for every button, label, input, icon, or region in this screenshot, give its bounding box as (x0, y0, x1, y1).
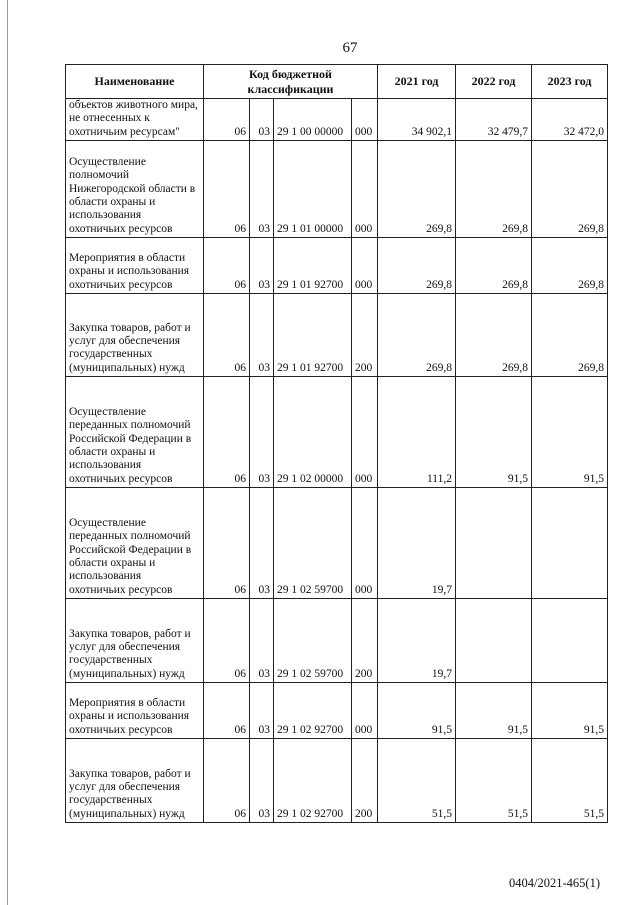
row-target-code: 29 1 02 59700 (274, 599, 352, 683)
table-row (66, 599, 608, 683)
row-name: Осуществление переданных полномочий Российской Федерации в области охраны и использования охотничьих ресурсов (66, 377, 204, 488)
row-target-code: 29 1 02 92700 (274, 739, 352, 823)
table-row (66, 377, 608, 488)
scan-left-edge (7, 0, 8, 905)
row-target-code: 29 1 01 92700 (274, 294, 352, 377)
header-2021: 2021 год (378, 65, 456, 99)
row-subsection: 03 (250, 739, 274, 823)
row-value-2022: 269,8 (456, 238, 532, 294)
row-subsection: 03 (250, 683, 274, 739)
row-name: Осуществление полномочий Нижегородской области в области охраны и использования охотничьих ресурсов (66, 141, 204, 238)
row-subsection: 03 (250, 141, 274, 238)
row-subsection: 03 (250, 599, 274, 683)
table-row (66, 683, 608, 739)
table-body (66, 99, 608, 823)
page-number: 67 (342, 40, 358, 56)
header-code: Код бюджетной классификации (204, 65, 378, 99)
row-section: 06 (204, 141, 250, 238)
row-value-2021: 91,5 (378, 683, 456, 739)
row-expense-type: 000 (352, 377, 378, 488)
row-section: 06 (204, 99, 250, 141)
row-value-2023: 91,5 (532, 683, 608, 739)
row-name: Закупка товаров, работ и услуг для обеспечения государственных (муниципальных) нужд (66, 739, 204, 823)
row-expense-type: 000 (352, 141, 378, 238)
row-value-2022: 51,5 (456, 739, 532, 823)
row-subsection: 03 (250, 488, 274, 599)
row-subsection: 03 (250, 294, 274, 377)
row-subsection: 03 (250, 238, 274, 294)
row-target-code: 29 1 02 92700 (274, 683, 352, 739)
row-value-2022 (456, 488, 532, 599)
row-target-code: 29 1 02 59700 (274, 488, 352, 599)
row-target-code: 29 1 01 92700 (274, 238, 352, 294)
row-subsection: 03 (250, 99, 274, 141)
row-name: Закупка товаров, работ и услуг для обеспечения государственных (муниципальных) нужд (66, 599, 204, 683)
row-value-2021: 269,8 (378, 238, 456, 294)
row-name: объектов животного мира, не отнесенных к охотничьим ресурсам" (66, 99, 204, 141)
row-target-code: 29 1 00 00000 (274, 99, 352, 141)
table-row (66, 488, 608, 599)
row-value-2023: 51,5 (532, 739, 608, 823)
row-value-2021: 34 902,1 (378, 99, 456, 141)
row-expense-type: 000 (352, 238, 378, 294)
row-name: Мероприятия в области охраны и использования охотничьих ресурсов (66, 683, 204, 739)
row-section: 06 (204, 488, 250, 599)
table-row (66, 294, 608, 377)
row-value-2023 (532, 599, 608, 683)
row-value-2021: 51,5 (378, 739, 456, 823)
row-subsection: 03 (250, 377, 274, 488)
table-row (66, 99, 608, 141)
table-row (66, 141, 608, 238)
row-section: 06 (204, 683, 250, 739)
row-value-2022: 32 479,7 (456, 99, 532, 141)
row-value-2023: 269,8 (532, 294, 608, 377)
row-expense-type: 000 (352, 99, 378, 141)
row-value-2021: 19,7 (378, 488, 456, 599)
row-section: 06 (204, 238, 250, 294)
row-section: 06 (204, 377, 250, 488)
row-target-code: 29 1 02 00000 (274, 377, 352, 488)
row-value-2023 (532, 488, 608, 599)
row-value-2021: 269,8 (378, 294, 456, 377)
budget-table (65, 64, 608, 823)
row-name: Осуществление переданных полномочий Российской Федерации в области охраны и использования охотничьих ресурсов (66, 488, 204, 599)
row-value-2023: 269,8 (532, 141, 608, 238)
row-name: Мероприятия в области охраны и использования охотничьих ресурсов (66, 238, 204, 294)
document-id: 0404/2021-465(1) (509, 876, 600, 890)
row-value-2021: 269,8 (378, 141, 456, 238)
row-expense-type: 000 (352, 488, 378, 599)
row-value-2022: 269,8 (456, 141, 532, 238)
row-expense-type: 000 (352, 683, 378, 739)
header-name: Наименование (66, 65, 204, 99)
row-section: 06 (204, 294, 250, 377)
row-value-2021: 111,2 (378, 377, 456, 488)
row-value-2023: 32 472,0 (532, 99, 608, 141)
row-value-2022 (456, 599, 532, 683)
row-value-2021: 19,7 (378, 599, 456, 683)
table-row (66, 739, 608, 823)
row-expense-type: 200 (352, 294, 378, 377)
row-value-2023: 91,5 (532, 377, 608, 488)
header-2022: 2022 год (456, 65, 532, 99)
row-value-2022: 91,5 (456, 377, 532, 488)
row-expense-type: 200 (352, 739, 378, 823)
row-expense-type: 200 (352, 599, 378, 683)
row-value-2022: 269,8 (456, 294, 532, 377)
header-2023: 2023 год (532, 65, 608, 99)
row-value-2023: 269,8 (532, 238, 608, 294)
row-section: 06 (204, 739, 250, 823)
row-name: Закупка товаров, работ и услуг для обеспечения государственных (муниципальных) нужд (66, 294, 204, 377)
row-section: 06 (204, 599, 250, 683)
table-header-row (66, 65, 608, 99)
row-target-code: 29 1 01 00000 (274, 141, 352, 238)
row-value-2022: 91,5 (456, 683, 532, 739)
table-row (66, 238, 608, 294)
